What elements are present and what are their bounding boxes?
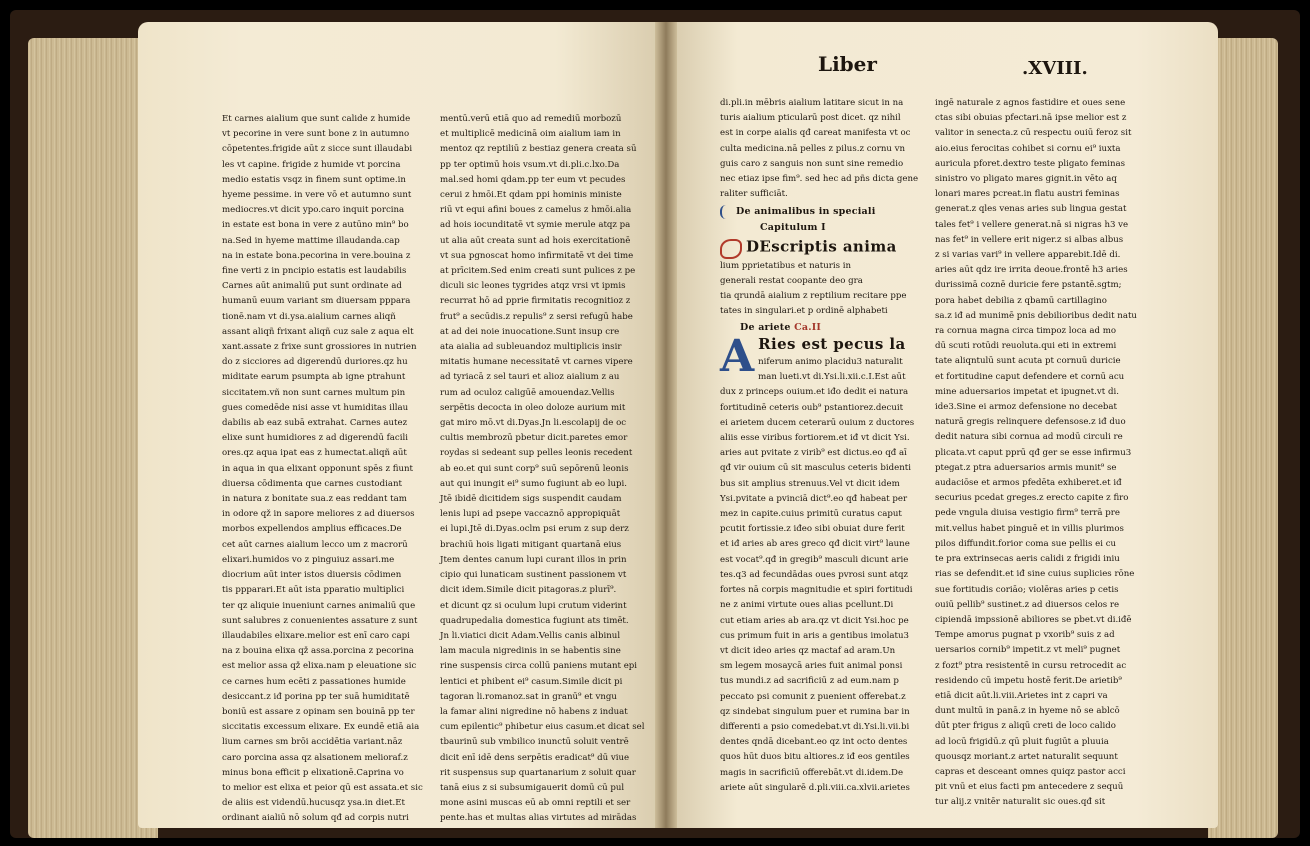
text-line: dabilis ab eaz subā extrahat. Carnes autez bbox=[222, 418, 408, 429]
text-line: tales fet⁹ i vellere generat.nā si nigras h3 ve bbox=[935, 219, 1129, 230]
text-line: elixe sunt humidiores z ad digerendū facili bbox=[222, 433, 408, 444]
text-line: et dicunt qz si oculum lupi crutum viderint bbox=[440, 600, 627, 611]
text-line: z si varias vari⁹ in vellere apparebit.Idē di. bbox=[935, 250, 1121, 261]
text-line: sue fortitudis coriāo; violēras aries p cetis bbox=[935, 584, 1119, 595]
text-line: dentes qndā dicebant.eo qz int octo dentes bbox=[720, 737, 908, 748]
text-line: sinistro vo pligato mares gignit.in vēto aq bbox=[935, 174, 1117, 185]
text-line: assant aliqñ frixant aliqñ cuz sale z aqua elt bbox=[222, 326, 414, 337]
text-line: at ad dei noie inuocatione.Sunt insup cre bbox=[440, 326, 620, 337]
text-line: gues comedēde nisi asse vt humiditas illau bbox=[222, 402, 409, 413]
text-line: tia qrundā aialium z reptilium recitare ppe bbox=[720, 291, 907, 302]
text-line: ptegat.z ptra aduersarios armis munit⁹ se bbox=[935, 462, 1117, 473]
text-line: aio.eius ferocitas cohibet si cornu ei⁹ iuxta bbox=[935, 143, 1121, 154]
text-line: tes.q3 ad fecundādas oues pvrosi sunt atqz bbox=[720, 569, 909, 580]
text-line: dicit enī idē dens serpētis eradicat⁹ dū viue bbox=[440, 752, 630, 763]
text-line: et fortitudine caput defendere et cornū acu bbox=[935, 371, 1125, 382]
text-line: ariete aūt singularē d.pli.viii.ca.xlvii.arietes bbox=[720, 782, 910, 793]
text-line: cus primum fuit in aris a gentibus imolatu3 bbox=[720, 630, 909, 641]
text-line: Carnes aūt animaliū put sunt ordinate ad bbox=[222, 281, 402, 292]
text-line: residendo cū impetu hostē ferit.De arietib⁹ bbox=[935, 675, 1122, 686]
text-line: securius pcedat greges.z erecto capite z firo bbox=[935, 493, 1129, 504]
chapter-1-opening bbox=[720, 239, 926, 259]
text-line: minus bona efficit p elixationē.Caprina vo bbox=[222, 767, 404, 778]
text-line: les vt capine. frigide z humide vt porcina bbox=[222, 159, 401, 170]
text-line: ne z animi virtute oues alias pcellunt.Di bbox=[720, 600, 894, 611]
text-line: man lueti.vt di.Ysi.li.xii.c.I.Est aūt bbox=[758, 372, 906, 383]
text-line: raliter sufficiāt. bbox=[720, 189, 788, 200]
text-line: dedit natura sibi cornua ad modū circuli re bbox=[935, 432, 1123, 443]
section-heading-text: De animalibus in speciali bbox=[736, 206, 876, 218]
text-line: riū vt equi afini boues z camelus z hmōi.alia bbox=[440, 205, 632, 216]
text-line: boniū est assare z opinam sen bouinā pp ter bbox=[222, 706, 415, 717]
text-line: siccitatem.vñ non sunt carnes multum pin bbox=[222, 387, 406, 398]
text-line: caro porcina assa qz alsationem melioraf.z bbox=[222, 752, 408, 763]
text-line: mone asini muscas eū ab omni reptili et ser bbox=[440, 798, 631, 809]
text-line: la famar alini nigredine nō habens z induat bbox=[440, 706, 628, 717]
text-line: fortes nā corpis magnitudie et spiri fortitudi bbox=[720, 585, 913, 596]
text-line: mediocres.vt dicit ypo.caro inquit porcina bbox=[222, 205, 405, 216]
text-line: sa.z iđ ad munimē pnis debilioribus dedit natu bbox=[935, 310, 1137, 321]
text-line: de aliis est videndū.hucusqz ysa.in diet.Et bbox=[222, 798, 405, 809]
text-line: frut⁹ a secūdis.z repulis⁹ z sersi refugū habe bbox=[440, 311, 633, 322]
text-line: ei lupi.Jtē di.Dyas.oclm psi erum z sup derz bbox=[440, 524, 629, 535]
text-line: miditate earum psumpta ab igne ptrahunt bbox=[222, 372, 406, 383]
text-line: tanā eius z si subsumigauerit domū cū pul bbox=[440, 782, 625, 793]
chapter-2-text bbox=[720, 355, 926, 796]
text-line: in odore qž in sapore meliores z ad diuersos bbox=[222, 509, 415, 520]
text-line: pora habet debilia z qbamū cartillagino bbox=[935, 295, 1107, 306]
text-line: pp ter optimū hois vsum.vt di.pli.c.lxo.Da bbox=[440, 159, 620, 170]
text-line: diuersa cōdimenta que carnes custodiant bbox=[222, 478, 402, 489]
text-line: pit vnū et eius facti pm antecedere z sequū bbox=[935, 782, 1124, 793]
chapter-2-heading bbox=[720, 320, 926, 335]
text-line: et iđ aries ab ares greco qđ dicit virt⁹ laune bbox=[720, 539, 910, 550]
text-line: pente.has et multas alias virtutes ad mirādas bbox=[440, 813, 637, 824]
opening-words-chapter-1: Escriptis anima bbox=[759, 237, 897, 256]
text-line: rias se defendit.et iđ sine cuius suplicies rōne bbox=[935, 569, 1135, 580]
left-page-column-1 bbox=[222, 112, 430, 828]
text-line: humanū euum variant sm diuersam pppara bbox=[222, 296, 411, 307]
text-line: ctas sibi obuias pfectari.nā ipse melior est z bbox=[935, 113, 1127, 124]
text-line: nec etiaz ipse fim⁹. sed hec ad pñs dicta gene bbox=[720, 174, 919, 185]
text-line: ordinant aialiū nō solum qđ ad corpis nutri bbox=[222, 813, 409, 824]
text-line: ut alia aūt creata sunt ad hois exercitationē bbox=[440, 235, 631, 246]
text-line: z fozt⁹ ptra resistentē in cursu retrocedit ac bbox=[935, 660, 1127, 671]
text-line: qz sindebat singulum puer et rumina bar in bbox=[720, 706, 910, 717]
text-line: ter qz aliquie inueniunt carnes animaliū que bbox=[222, 600, 416, 611]
text-line: naturā gregis relinquere defensose.z iđ duo bbox=[935, 417, 1126, 428]
text-line: roydas si sedeant sup pelles leonis recedent bbox=[440, 448, 633, 459]
paragraph-mark-icon bbox=[720, 205, 734, 219]
chapter-1-text bbox=[720, 259, 926, 320]
text-line: cerui z hmōi.Et qdam ppi hominis ministe bbox=[440, 190, 622, 201]
initial-letter-a: A bbox=[720, 330, 755, 382]
text-line: ad tyriacā z sel tauri et alioz aialium z au bbox=[440, 372, 620, 383]
text-line: mitatis humane necessitatē vt carnes vipere bbox=[440, 357, 633, 368]
text-line: culta medicina.nā pelles z pilus.z cornu vn bbox=[720, 143, 906, 154]
text-line: aliis esse viribus fortiorem.et iđ vt dicit Ysi. bbox=[720, 433, 910, 444]
text-line: aries aut pvitate z virib⁹ est dictus.eo qđ aī bbox=[720, 448, 907, 459]
text-line: tur alij.z vnitēr naturalit sic oues.qđ sit bbox=[935, 797, 1106, 808]
text-line: Jtem dentes canum lupi curant illos in prin bbox=[440, 554, 627, 565]
text-line: niferum animo placidu3 naturalit bbox=[758, 357, 903, 368]
text-line: gat miro mō.vt di.Dyas.Jn li.escolapij de oc bbox=[440, 418, 627, 429]
text-line: vt sua pgnoscat homo infirmitatē vt dei time bbox=[440, 250, 634, 261]
text-line: dūt pter frigus z aliqū creti de loco calido bbox=[935, 721, 1116, 732]
text-line: vt pecorine in vere sunt bone z in autumno bbox=[222, 129, 410, 140]
text-line: bus sit amplius strenuus.Vel vt dicit idem bbox=[720, 478, 900, 489]
chapter-2-label: Ca.II bbox=[794, 321, 822, 333]
text-line: diocrium aūt inter istos diuersis cōdimen bbox=[222, 570, 402, 581]
text-line: audaciōse et armos pfedēta exhiberet.et iđ bbox=[935, 478, 1122, 489]
text-line: cipiendā impssionē abiliores se pbet.vt di.iđē bbox=[935, 614, 1132, 625]
text-line: ouiū pellib⁹ sustinet.z ad diuersos celos re bbox=[935, 599, 1120, 610]
text-line: lium pprietatibus et naturis in bbox=[720, 260, 852, 271]
text-line: dux z princeps ouium.et iđo dedit ei natura bbox=[720, 387, 909, 398]
text-line: pcutit fortissie.z iđeo sibi obuiat dure ferit bbox=[720, 524, 905, 535]
text-line: cōpetentes.frigide aūt z sicce sunt illaudabi bbox=[222, 144, 413, 155]
text-line: siccitatis excessum elixare. Ex eundē etiā aia bbox=[222, 722, 420, 733]
text-line: to melior est elixa et peior qū est assata.et sic bbox=[222, 782, 423, 793]
text-line: differenti a psio comedebat.vt di.Ysi.li.vii.bi bbox=[720, 721, 910, 732]
text-line: Tempe amorus pugnat p vxorib⁹ suis z ad bbox=[935, 630, 1115, 641]
text-line: Ysi.pvitate a pvinciā dict⁹.eo qđ habeat per bbox=[720, 493, 908, 504]
text-line: fine verti z in pncipio estatis est laudabilis bbox=[222, 266, 407, 277]
right-page-column-1 bbox=[720, 96, 926, 793]
text-line: Jn li.viatici dicit Adam.Vellis canis albinul bbox=[440, 630, 621, 641]
text-line: vt dicit ideo aries qz mactaf ad aram.Un bbox=[720, 645, 896, 656]
text-line: morbos expellendos amplius efficaces.De bbox=[222, 524, 402, 535]
text-line: dunt multū in panā.z in hyeme nō se ablcō bbox=[935, 706, 1120, 717]
text-line: plicata.vt caput pprū qđ ger se esse infirmu3 bbox=[935, 447, 1132, 458]
text-line: di.pli.in mēbris aialium latitare sicut in na bbox=[720, 98, 904, 108]
text-line: cet aūt carnes aialium lecco um z macrorū bbox=[222, 539, 408, 550]
text-line: ores.qz aqua ipat eas z humectat.aliqñ aūt bbox=[222, 448, 407, 459]
text-line: diculi sic leones tygrides atqz vrsi vt ipmis bbox=[440, 281, 626, 292]
text-line: Jtē ibidē dicitidem sigs suspendit caudam bbox=[440, 494, 622, 505]
text-line: cut etiam aries ab ara.qz vt dicit Ysi.hoc pe bbox=[720, 615, 909, 626]
text-line: aries aūt qdz ire irrita deoue.frontē h3 aries bbox=[935, 265, 1128, 276]
text-line: lam macula nigredinis in se habentis sine bbox=[440, 646, 621, 657]
text-line: in natura z bonitate sua.z eas reddant tam bbox=[222, 494, 407, 505]
text-line: na.Sed in hyeme mattime illaudanda.cap bbox=[222, 235, 400, 246]
text-line: te pra extrinsecas aeris calidi z frigidi iniu bbox=[935, 554, 1120, 565]
text-line: dicit idem.Simile dicit pitagoras.z plurī⁹. bbox=[440, 585, 617, 596]
text-line: lium carnes sm brōi accidētia variant.nāz bbox=[222, 737, 403, 748]
text-line: medio estatis vsqz in finem sunt optime.in bbox=[222, 174, 406, 185]
text-line: est vocat⁹.qđ in gregib⁹ masculi dicunt arie bbox=[720, 554, 909, 565]
running-head-left: Liber bbox=[818, 52, 877, 76]
text-line: desiccant.z iđ porina pp ter suā humiditatē bbox=[222, 691, 410, 702]
text-line: na in estate bona.pecorina in vere.bouina z bbox=[222, 250, 411, 261]
text-line: ei arietem ducem ceterarū ouium z ductores bbox=[720, 417, 915, 428]
chapter-label: Capitulum I bbox=[760, 221, 826, 233]
text-line: est in corpe aialis qđ careat manifesta vt oc bbox=[720, 128, 911, 139]
text-line: ingē naturale z agnos fastidire et oues sene bbox=[935, 98, 1126, 108]
text-line: lenis lupi ad psepe vaccaznō appropiquāt bbox=[440, 509, 621, 520]
text-line: quousqz moriant.z artet naturalit sequunt bbox=[935, 751, 1118, 762]
text-line: nas fet⁹ in vellere erit niger.z si albas albus bbox=[935, 234, 1124, 245]
running-head-right: .XVIII. bbox=[1022, 58, 1088, 79]
book-gutter bbox=[655, 22, 677, 828]
text-line: ata aialia ad subleuandoz multiplicis insir bbox=[440, 342, 622, 353]
text-line: cipio qui lunaticam sustinent passionem vt bbox=[440, 570, 627, 581]
text-line: ad locū frigidū.z qū pluit fugiūt a pluuia bbox=[935, 736, 1109, 747]
text-line: do z sicciores ad digerendū duriores.qz hu bbox=[222, 357, 408, 368]
text-line: hyeme pessime. in vere vō et autumno sunt bbox=[222, 190, 412, 201]
right-page-edges bbox=[1208, 38, 1278, 838]
text-line: illaudabiles elixare.melior est enī caro capi bbox=[222, 630, 410, 641]
text-line: serpētis decocta in oleo doloze aurium mit bbox=[440, 402, 626, 413]
decorated-initial-icon bbox=[720, 239, 742, 259]
text-line: tus mundi.z ad sacrificiū z ad eum.nam p bbox=[720, 676, 899, 687]
text-line: Et carnes aialium que sunt calide z humide bbox=[222, 114, 411, 124]
text-line: generat.z qles venas aries sub lingua gestat bbox=[935, 204, 1127, 215]
text-line: ra cornua magna circa timpoz loca ad mo bbox=[935, 326, 1117, 337]
text-line: valitor in senecta.z cū respectu ouiū feroz sit bbox=[935, 128, 1132, 139]
text-line: qđ vir ouium cū sit masculus ceteris bidenti bbox=[720, 463, 911, 474]
text-line: tbaurinū sub vmbilico inunctū soluit ventrē bbox=[440, 737, 629, 748]
text-line: peccato psi comunit z puenient offerebat.z bbox=[720, 691, 906, 702]
text-line: recurrat hō ad pprie firmitatis recognitioz z bbox=[440, 296, 631, 307]
text-line: tates in singulari.et p ordinē alphabeti bbox=[720, 306, 888, 317]
text-line: in aqua in qua elixant opponunt spēs z fiunt bbox=[222, 463, 414, 474]
opening-words-chapter-2: Ries est pecus la bbox=[758, 334, 906, 353]
text-line: mentū.verū etiā quo ad remediū morbozū bbox=[440, 114, 622, 124]
text-line: tis ppparari.Et aūt ista pparatio multiplici bbox=[222, 585, 405, 596]
text-line: rine suspensis circa collū paniens mutant epi bbox=[440, 661, 638, 672]
text-line: turis aialium pticularū post dicet. qz nihil bbox=[720, 113, 901, 124]
right-page-column-2 bbox=[935, 96, 1149, 808]
text-line: dū scuti rotūdi reuoluta.qui eti in extremi bbox=[935, 341, 1117, 352]
text-line: brachiū hois ligati mitigant quartanā eius bbox=[440, 539, 622, 550]
text-line: xant.assate z frixe sunt grossiores in nutrien bbox=[222, 342, 417, 353]
text-line: generali restat coopante deo gra bbox=[720, 276, 863, 287]
text-line: mentoz qz reptiliū z bestiaz genera creata sū bbox=[440, 144, 637, 155]
text-line: quadrupedalia domestica fugiunt ats timēt. bbox=[440, 615, 629, 626]
left-page-column-2 bbox=[440, 112, 652, 828]
initial-letter-d: D bbox=[746, 237, 760, 256]
text-line: elixari.humidos vo z pinguiuz assari.me bbox=[222, 554, 395, 565]
text-line: mit.vellus habet pinguē et in villis plurimos bbox=[935, 523, 1124, 534]
text-line: mine aduersarios impetat et ipugnet.vt di. bbox=[935, 386, 1119, 397]
text-line: fortitudinē ceteris oub⁹ pstantiorez.decuit bbox=[720, 402, 904, 413]
chapter-2-title: De ariete bbox=[740, 321, 791, 333]
text-line: ab eo.et qui sunt corp⁹ suū sepōrenū leonis bbox=[440, 463, 629, 474]
text-line: capras et desceant omnes quiqz pastor acci bbox=[935, 766, 1126, 777]
text-line: durissimā coznē duricie fere pstantē.sgtm; bbox=[935, 280, 1122, 291]
text-line: est melior assa qž elixa.nam p eleuatione sic bbox=[222, 661, 417, 672]
text-line: ide3.Sine ei armoz defensione no decebat bbox=[935, 402, 1117, 413]
text-line: cultis membrozū pbetur dicit.paretes emor bbox=[440, 433, 628, 444]
text-line: na z bouina elixa qž assa.porcina z pecorina bbox=[222, 646, 414, 657]
text-line: sm legem mosaycā aries fuit animal ponsi bbox=[720, 661, 903, 672]
text-line: magis in sacrificiū offerebāt.vt di.idem.De bbox=[720, 767, 904, 778]
text-line: lentici et phibent ei⁹ casum.Simile dicit pi bbox=[440, 676, 623, 687]
text-line: mez in capite.cuius primitū curatus caput bbox=[720, 509, 902, 520]
text-line: in estate est bona in vere z autūno min⁹ bo bbox=[222, 220, 409, 231]
text-line: ce carnes hum ecēti z passationes humide bbox=[222, 676, 406, 687]
text-line: tate aliqntulū sunt acuta pt cornuū duricie bbox=[935, 356, 1121, 367]
text-line: sunt salubres z conuenientes assature z sunt bbox=[222, 615, 418, 626]
text-line: et multiplicē medicinā oim aialium iam in bbox=[440, 129, 621, 140]
text-line: tionē.nam vt di.ysa.aialium carnes aliqñ bbox=[222, 311, 396, 322]
text-line: tagoran li.romanoz.sat in granū⁹ et vngu bbox=[440, 691, 617, 702]
text-line: pede vngula diuisa vestigio firm⁹ terrā pre bbox=[935, 508, 1120, 519]
column-1-intro-text bbox=[720, 96, 926, 202]
text-line: aut qui inungit ei⁹ sumo fugiunt ab eo lupi. bbox=[440, 478, 627, 489]
text-line: mal.sed homi qdam.pp ter eum vt pecudes bbox=[440, 174, 626, 185]
text-line: uersarios cornib⁹ impetit.z vt meli⁹ pugnet bbox=[935, 645, 1121, 656]
text-line: lonari mares pcreat.in flatu austri feminas bbox=[935, 189, 1120, 200]
text-line: quos hūt duos bitu altiores.z iđ eos gentiles bbox=[720, 752, 910, 763]
text-line: cum epilentic⁹ phibetur eius casum.et dicat sel bbox=[440, 722, 645, 733]
text-line: at prīcitem.Sed enim creati sunt pulices z pe bbox=[440, 266, 636, 277]
text-line: ad hois iocunditatē vt symie merule atqz pa bbox=[440, 220, 631, 231]
section-heading-animals bbox=[720, 204, 926, 219]
text-line: etiā dicit aūt.li.viii.Arietes int z capri va bbox=[935, 690, 1108, 701]
text-line: rum ad oculoz caligūē amouendaz.Vellis bbox=[440, 387, 615, 398]
text-line: pilos diffundit.forior coma sue pellis ei cu bbox=[935, 538, 1117, 549]
text-line: auricula pforet.dextro teste pligato feminas bbox=[935, 158, 1126, 169]
text-line: guis caro z sanguis non sunt sine remedio bbox=[720, 158, 904, 169]
text-line: rit suspensus sup quartanarium z soluit quar bbox=[440, 767, 636, 778]
